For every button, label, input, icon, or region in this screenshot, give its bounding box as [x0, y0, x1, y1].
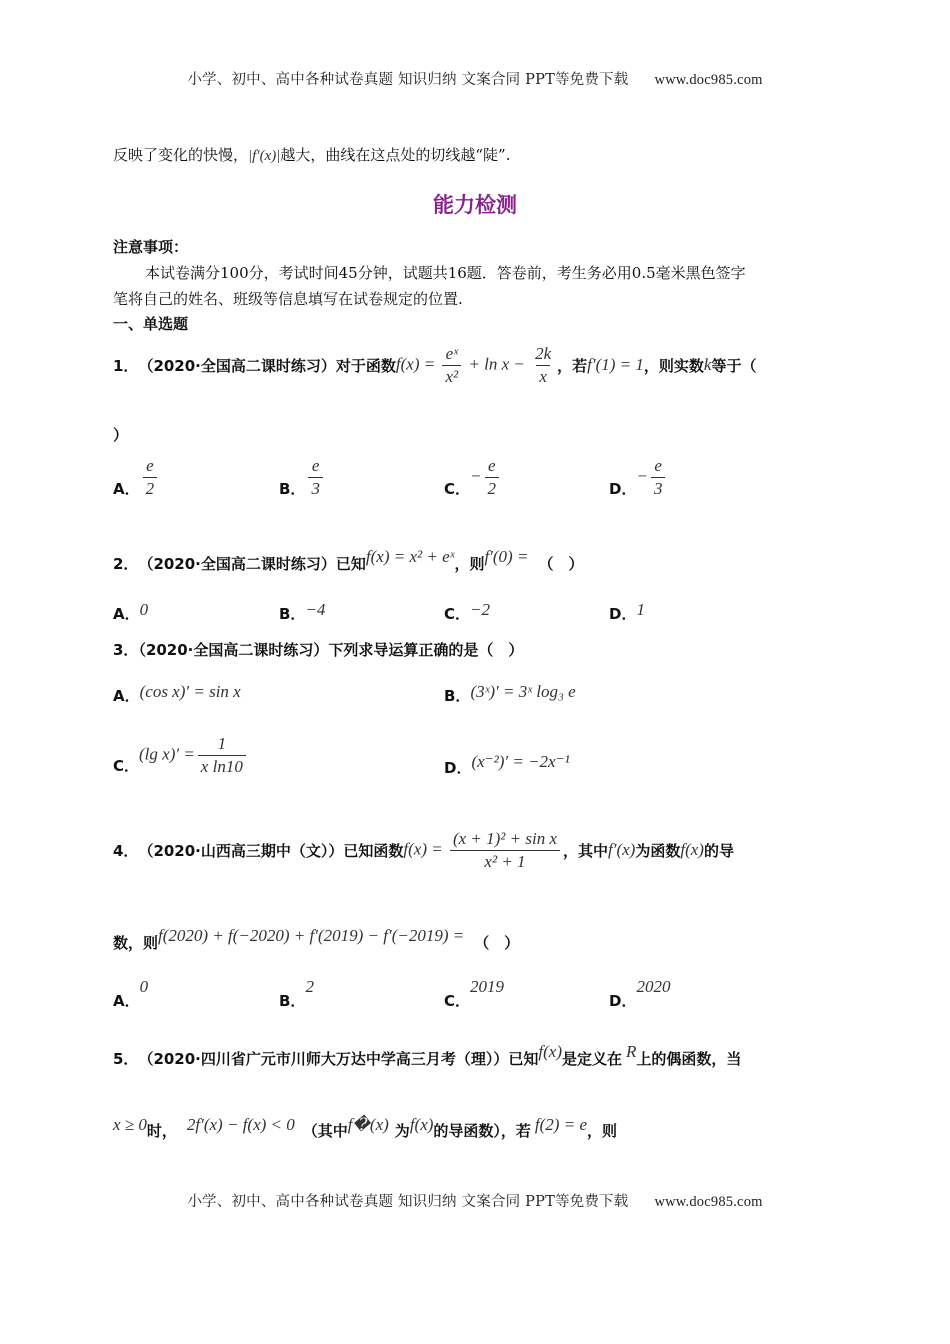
q5-cond3: f(2) = e	[534, 1115, 587, 1134]
q2-option-d[interactable]: D．1	[609, 600, 645, 623]
q5-cond2: 2f′(x) − f(x) < 0	[186, 1115, 295, 1134]
q2-paren: （ ）	[538, 554, 584, 573]
question-2	[113, 543, 583, 583]
q3-option-d[interactable]: D．(x⁻²)′ = −2x⁻¹	[444, 752, 570, 777]
q4-line-2	[113, 918, 519, 953]
q4-stem-d: 的导	[703, 841, 734, 860]
q5-stem-d: 时，	[146, 1121, 177, 1140]
header-site-link[interactable]: www.doc985.com	[654, 72, 763, 88]
q5-stem-c: 上的偶函数，当	[636, 1049, 742, 1068]
intro-prefix: 反映了变化的快慢，	[113, 146, 249, 164]
footer-text: 小学、初中、高中各种试卷真题 知识归纳 文案合同 PPT等免费下载	[187, 1194, 629, 1210]
q1-option-a[interactable]: A． $\frac{e}{2}$	[113, 456, 160, 499]
q4-expression: f(2020) + f(−2020) + f′(2019) − f′(−2019) =	[158, 925, 465, 945]
question-1	[113, 342, 756, 388]
q4-option-d[interactable]: D．2020	[609, 977, 671, 1010]
q5-number: 5．	[113, 1049, 139, 1068]
q1-stem-b: ，若	[557, 356, 588, 375]
q1-option-b[interactable]: B． $\frac{e}{3}$	[279, 456, 326, 499]
notice-line-2: 笔将自己的姓名、班级等信息填写在试卷规定的位置.	[113, 290, 463, 308]
q1-stem-a: 对于函数	[335, 356, 396, 375]
q5-stem-e: （其中	[302, 1121, 348, 1140]
q3-source: （2020·全国高二课时练习）	[138, 641, 329, 659]
q5-func: f(x)	[538, 1042, 562, 1061]
q2-stem-b: ，则	[454, 554, 485, 573]
q1-stem-c: ，则实数	[643, 356, 704, 375]
q1-variable: k	[703, 355, 712, 374]
q4-deriv: f′(x)	[608, 840, 636, 859]
intro-suffix: 越大，曲线在这点处的切线越“陡”.	[280, 146, 511, 164]
q3-option-a[interactable]: A．(cos x)′ = sin x	[113, 682, 241, 705]
q4-number: 4．	[113, 841, 139, 860]
header-text: 小学、初中、高中各种试卷真题 知识归纳 文案合同 PPT等免费下载	[187, 72, 629, 88]
q5-stem-a: 已知	[508, 1049, 539, 1068]
q1-stem-d: 等于（	[711, 356, 757, 375]
q1-number: 1．	[113, 356, 139, 375]
q4-stem-b: ，其中	[563, 841, 609, 860]
q5-line-2	[113, 1112, 617, 1148]
q1-formula: f(x) = $\frac{\text{eˣ}}{\text{x²}}$ + ln x − $\frac{2k}{x}$	[395, 343, 552, 386]
question-5	[113, 1040, 741, 1076]
intro-formula: |f′(x)|	[248, 148, 281, 164]
q1-condition: f′(1) = 1	[587, 355, 644, 374]
q5-stem-g: 的导函数），若	[433, 1121, 531, 1140]
q1-option-d[interactable]: D． − $\frac{e}{3}$	[609, 456, 668, 499]
q3-stem: 下列求导运算正确的是（ ）	[328, 641, 524, 659]
q2-number: 2．	[113, 554, 139, 573]
question-4	[113, 820, 734, 880]
notice-heading: 注意事项：	[113, 238, 189, 256]
intro-line	[113, 144, 510, 165]
q1-close-paren: ）	[113, 426, 129, 444]
q5-set: R	[626, 1042, 637, 1061]
page-header	[0, 68, 950, 89]
q4-option-a[interactable]: A．0	[113, 977, 149, 1010]
notice-line-1: 本试卷满分100分，考试时间45分钟，试题共16题．答卷前，考生务必用0.5毫米黑色签字	[145, 264, 746, 282]
q2-option-c[interactable]: C．−2	[444, 600, 490, 623]
q5-stem-b: 是定义在	[562, 1049, 623, 1068]
q4-option-c[interactable]: C．2019	[444, 977, 505, 1010]
q2-target: f′(0) =	[484, 547, 529, 566]
q5-deriv: f�(x)	[347, 1115, 389, 1134]
q5-source: （2020·四川省广元市川师大万达中学高三月考（理））	[138, 1049, 509, 1068]
q5-stem-f: 为	[394, 1121, 410, 1140]
q5-stem-h: ，则	[586, 1121, 617, 1140]
section-title: 能力检测	[433, 193, 517, 217]
q3-number: 3．	[113, 641, 139, 659]
page-footer	[0, 1190, 950, 1211]
q2-stem-a: 已知	[335, 554, 366, 573]
q2-formula: f(x) = x² + eˣ	[365, 547, 455, 566]
q1-option-c[interactable]: C． − $\frac{e}{2}$	[444, 456, 502, 499]
q5-cond1: x ≥ 0	[113, 1115, 147, 1134]
q4-formula: f(x) = $\frac{\text{(x + 1)² + sin x}}{\text{x² + 1}}$	[403, 829, 563, 872]
q2-option-b[interactable]: B．−4	[279, 600, 326, 623]
q4-source: （2020·山西高三期中（文））	[138, 841, 344, 860]
q4-func: f(x)	[680, 840, 704, 859]
q5-func2: f(x)	[409, 1115, 434, 1134]
q4-stem-a: 已知函数	[343, 841, 404, 860]
q1-source: （2020·全国高二课时练习）	[138, 356, 336, 375]
q4-paren: （ ）	[474, 934, 520, 952]
q2-option-a[interactable]: A．0	[113, 600, 149, 623]
q3-option-c[interactable]: C． (lg x)′ = $\frac{1}{\text{x ln10}}$	[113, 734, 249, 777]
q4-stem-c: 为函数	[635, 841, 681, 860]
part-heading: 一、单选题	[113, 315, 189, 333]
q4-stem-e: 数，则	[113, 934, 159, 952]
footer-site-link[interactable]: www.doc985.com	[654, 1194, 763, 1210]
q4-option-b[interactable]: B．2	[279, 977, 314, 1010]
q3-option-b[interactable]: B．(3ˣ)′ = 3ˣ log₃ e	[444, 682, 576, 705]
question-3	[113, 639, 523, 660]
q2-source: （2020·全国高二课时练习）	[138, 554, 336, 573]
